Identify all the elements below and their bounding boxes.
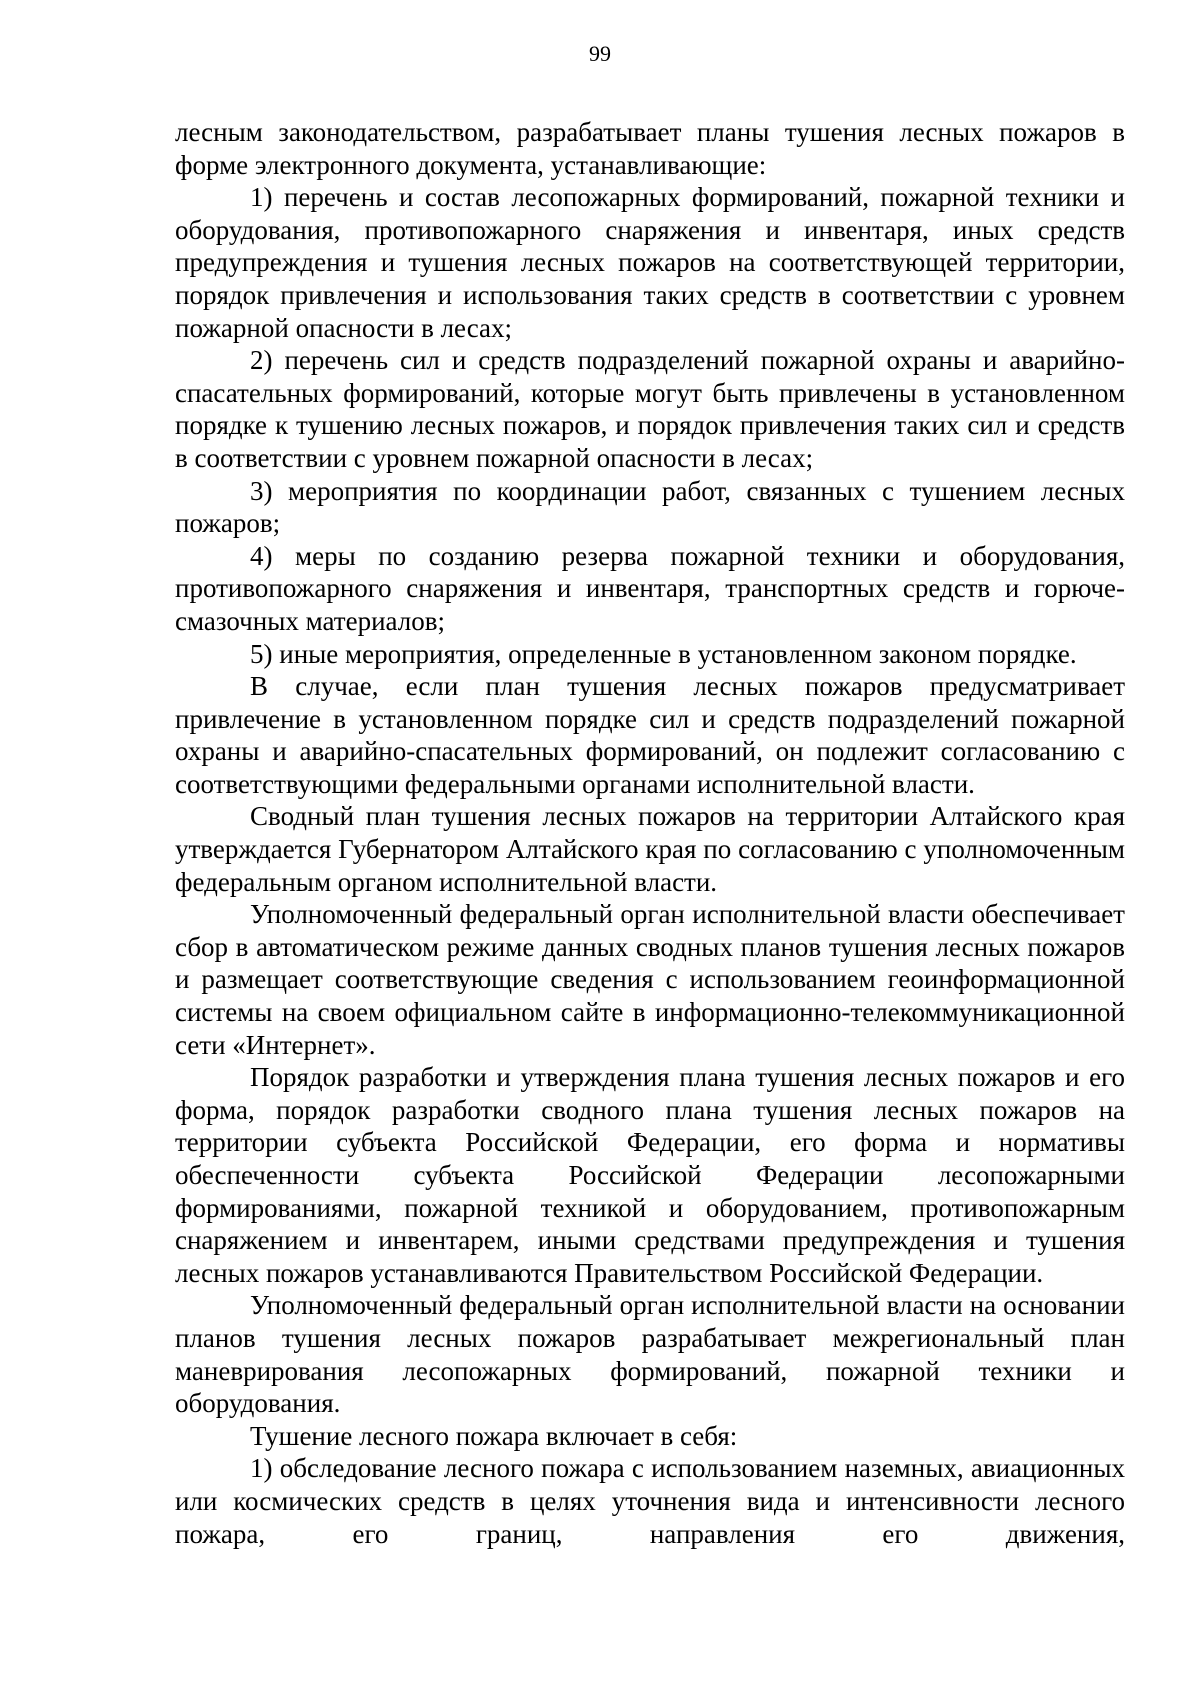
paragraph-extinguishing-intro: Тушение лесного пожара включает в себя: xyxy=(250,1420,738,1451)
paragraph-1: лесным законодательством, разрабатывает планы тушения лесных пожаров в форме электронного документа, устанавливающие: xyxy=(175,117,1125,180)
paragraph-coordination: В случае, если план тушения лесных пожаров предусматривает привлечение в установленном порядке сил и средств подразделений пожарной охраны и аварийно-спасательных формирований, он подлежит согласованию с соответствующими федеральными органами исполнительной власти. xyxy=(175,671,1125,799)
paragraph-list-item-2: 2) перечень сил и средств подразделений пожарной охраны и аварийно-спасательных формирований, которые могут быть привлечены в установленном порядке к тушению лесных пожаров, и порядок привлечения таких сил и средств в соответствии с уровнем пожарной опасности в лесах; xyxy=(175,345,1125,473)
paragraph-list-item-5: 5) иные мероприятия, определенные в установленном законом порядке. xyxy=(250,638,1077,669)
paragraph-data-collection: Уполномоченный федеральный орган исполнительной власти обеспечивает сбор в автоматическом режиме данных сводных планов тушения лесных пожаров и размещает соответствующие сведения с использованием геоинформационной системы на своем официальном сайте в информационно-телекоммуникационной сети «Интернет». xyxy=(175,899,1125,1060)
paragraph-list-item-3: 3) мероприятия по координации работ, связанных с тушением лесных пожаров; xyxy=(175,475,1125,539)
paragraph-list-item-1: 1) перечень и состав лесопожарных формирований, пожарной техники и оборудования, противопожарного снаряжения и инвентаря, иных средств предупреждения и тушения лесных пожаров на соответствующей территории, порядок привлечения и использования таких средств в соответствии с уровнем пожарной опасности в лесах; xyxy=(175,182,1125,343)
paragraph-summary-plan: Сводный план тушения лесных пожаров на территории Алтайского края утверждается Губернатором Алтайского края по согласованию с уполномоченным федеральным органом исполнительной власти. xyxy=(175,801,1125,897)
document-body xyxy=(175,116,1125,1550)
paragraph-list-item-4: 4) меры по созданию резерва пожарной техники и оборудования, противопожарного снаряжения и инвентаря, транспортных средств и горюче-смазочных материалов; xyxy=(175,540,1125,636)
paragraph-maneuver-plan: Уполномоченный федеральный орган исполнительной власти на основании планов тушения лесных пожаров разрабатывает межрегиональный план маневрирования лесопожарных формирований, пожарной техники и оборудования. xyxy=(175,1290,1125,1419)
paragraph-procedure: Порядок разработки и утверждения плана тушения лесных пожаров и его форма, порядок разработки сводного плана тушения лесных пожаров на территории субъекта Российской Федерации, его форма и нормативы обеспеченности субъекта Российской Федерации лесопожарными формированиями, пожарной техникой и оборудованием, противопожарным снаряжением и инвентарем, иными средствами предупреждения и тушения лесных пожаров устанавливаются Правительством Российской Федерации. xyxy=(175,1062,1125,1288)
page-number: 99 xyxy=(589,41,611,66)
paragraph-extinguishing-item-1: 1) обследование лесного пожара с использованием наземных, авиационных или космических средств в целях уточнения вида и интенсивности лесного пожара, его границ, направления его движения, xyxy=(175,1453,1125,1549)
